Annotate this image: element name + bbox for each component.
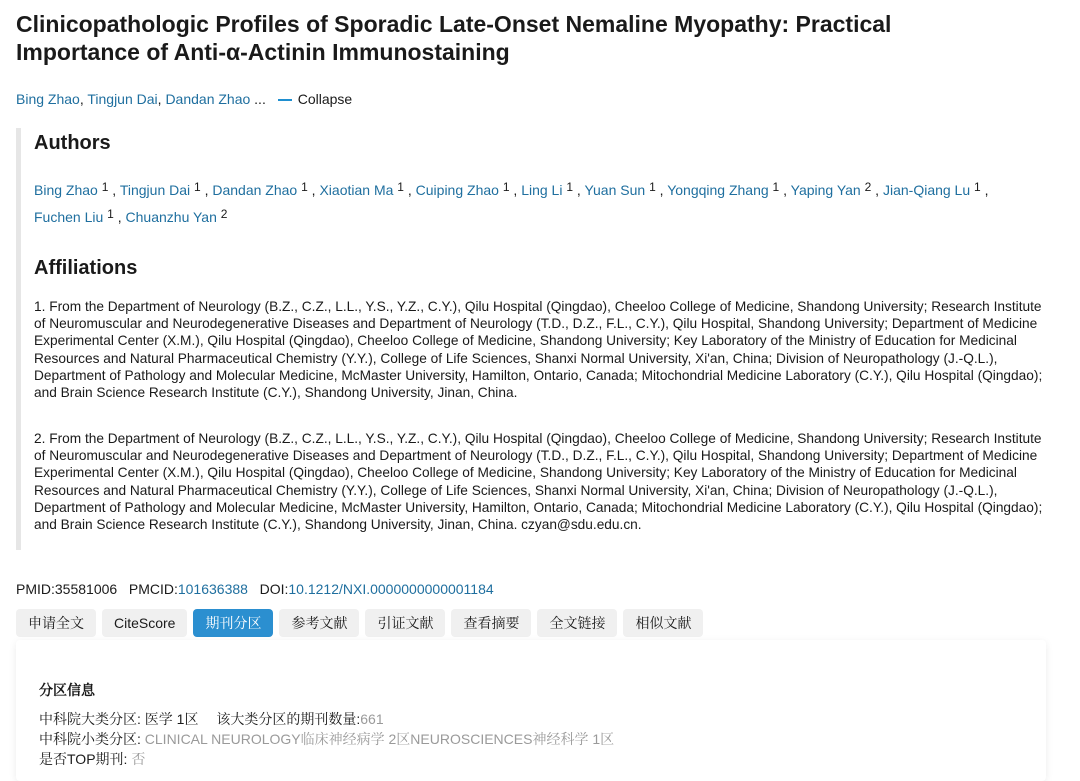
tab-1[interactable]: CiteScore bbox=[102, 609, 187, 637]
major-partition-line bbox=[39, 709, 614, 729]
pmcid-label: PMCID: bbox=[128, 581, 178, 597]
pmid-value: 35581006 bbox=[54, 581, 118, 597]
tab-0[interactable]: 申请全文 bbox=[16, 609, 96, 637]
author-link[interactable]: Yongqing Zhang bbox=[667, 182, 769, 198]
affiliation-marker: 2 bbox=[864, 180, 872, 194]
tab-bar bbox=[16, 609, 703, 637]
partition-info-card bbox=[16, 640, 1046, 781]
affiliation-marker: 1 bbox=[301, 180, 308, 194]
author-details-panel bbox=[16, 128, 1061, 550]
count-value: 661 bbox=[360, 711, 384, 727]
author-link[interactable]: Cuiping Zhao bbox=[415, 182, 499, 198]
author-link[interactable]: Fuchen Liu bbox=[34, 209, 104, 225]
article-title: Clinicopathologic Profiles of Sporadic Late-Onset Nemaline Myopathy: Practical Importance of Anti-α-Actinin Immunostaining bbox=[16, 11, 892, 65]
author-link[interactable]: Bing Zhao bbox=[34, 182, 98, 198]
major-label: 中科院大类分区: bbox=[39, 711, 145, 727]
minor-label: 中科院小类分区: bbox=[39, 731, 145, 747]
affiliation-marker: 1 bbox=[101, 180, 109, 194]
minor-partition-line bbox=[39, 729, 614, 749]
affiliation-marker: 1 bbox=[397, 180, 404, 194]
major-value: 医学 1区 bbox=[144, 711, 199, 727]
affiliation-marker: 1 bbox=[974, 180, 981, 194]
author-link[interactable]: Yuan Sun bbox=[584, 182, 646, 198]
author-link[interactable]: Xiaotian Ma bbox=[319, 182, 394, 198]
author-link[interactable]: Tingjun Dai bbox=[119, 182, 191, 198]
affiliation-marker: 1 bbox=[772, 180, 780, 194]
tab-2[interactable]: 期刊分区 bbox=[193, 609, 273, 637]
ellipsis: ... bbox=[254, 91, 266, 107]
doi-label: DOI: bbox=[259, 581, 289, 597]
top-value: 否 bbox=[131, 751, 146, 767]
author-link[interactable]: Dandan Zhao bbox=[212, 182, 298, 198]
affiliation-marker: 1 bbox=[194, 180, 201, 194]
count-label: 该大类分区的期刊数量: bbox=[216, 711, 361, 727]
tab-4[interactable]: 引证文献 bbox=[365, 609, 445, 637]
pmcid-link[interactable]: 101636388 bbox=[177, 581, 248, 597]
tab-3[interactable]: 参考文献 bbox=[279, 609, 359, 637]
pmid-label: PMID: bbox=[16, 581, 55, 597]
author-link[interactable]: Chuanzhu Yan bbox=[125, 209, 217, 225]
partition-title: 分区信息 bbox=[39, 682, 95, 698]
doi-link[interactable]: 10.1212/NXI.0000000000001184 bbox=[288, 581, 494, 597]
affiliation-item: 2. From the Department of Neurology (B.Z., C.Z., L.L., Y.S., Y.Z., C.Y.), Qilu Hospital (Qingdao), Cheeloo College of Medicine, Shandong University; Research Institute of Neuromuscular and Neurodegenerative Diseases and Department of Neurology (T.D., D.Z., F.L., C.Y.), Qilu Hospital, Shandong University; Department of Medicine Experimental Center (X.M.), Qilu Hospital (Qingdao), Cheeloo College of Medicine, Shandong University; Key Laboratory of the Ministry of Education for Medicinal Resources and Natural Pharmaceutical Chemistry (Y.Y.), College of Life Sciences, Shanxi Normal University, Xi'an, China; Division of Neuropathology (J.-Q.L.), Department of Pathology and Molecular Medicine, McMaster University, Hamilton, Ontario, Canada; Mitochondrial Medicine Laboratory (C.Y.), Qilu Hospital (Qingdao); and Brain Science Research Institute (C.Y.), Shandong University, Jinan, China. czyan@sdu.edu.cn. bbox=[34, 431, 1043, 533]
authors-short-list: Bing Zhao, Tingjun Dai, Dandan Zhao ... Collapse bbox=[16, 91, 353, 107]
affiliations-heading: Affiliations bbox=[34, 257, 138, 279]
top-label: 是否TOP期刊: bbox=[39, 751, 132, 767]
collapse-dash-icon[interactable] bbox=[278, 99, 292, 101]
minor-value: CLINICAL NEUROLOGY临床神经病学 2区NEUROSCIENCES神经科学 1区 bbox=[144, 731, 615, 747]
tab-5[interactable]: 查看摘要 bbox=[451, 609, 531, 637]
affiliation-marker: 1 bbox=[649, 180, 656, 194]
tab-7[interactable]: 相似文献 bbox=[623, 609, 703, 637]
tab-6[interactable]: 全文链接 bbox=[537, 609, 617, 637]
author-link[interactable]: Dandan Zhao bbox=[165, 91, 251, 107]
affiliation-marker: 1 bbox=[502, 180, 510, 194]
affiliation-item: 1. From the Department of Neurology (B.Z., C.Z., L.L., Y.S., Y.Z., C.Y.), Qilu Hospital (Qingdao), Cheeloo College of Medicine, Shandong University; Research Institute of Neuromuscular and Neurodegenerative Diseases and Department of Neurology (T.D., D.Z., F.L., C.Y.), Qilu Hospital, Shandong University; Department of Medicine Experimental Center (X.M.), Qilu Hospital (Qingdao), Cheeloo College of Medicine, Shandong University; Key Laboratory of the Ministry of Education for Medicinal Resources and Natural Pharmaceutical Chemistry (Y.Y.), College of Life Sciences, Shanxi Normal University, Xi'an, China; Division of Neuropathology (J.-Q.L.), Department of Pathology and Molecular Medicine, McMaster University, Hamilton, Ontario, Canada; Mitochondrial Medicine Laboratory (C.Y.), Qilu Hospital (Qingdao); and Brain Science Research Institute (C.Y.), Shandong University, Jinan, China. bbox=[34, 299, 1043, 401]
collapse-toggle[interactable]: Collapse bbox=[297, 91, 353, 107]
affiliation-marker: 1 bbox=[566, 180, 574, 194]
affiliation-marker: 1 bbox=[107, 207, 114, 221]
author-link[interactable]: Tingjun Dai bbox=[87, 91, 158, 107]
author-link[interactable]: Ling Li bbox=[521, 182, 563, 198]
affiliation-marker: 2 bbox=[220, 207, 228, 221]
authors-heading: Authors bbox=[34, 132, 111, 154]
article-identifiers bbox=[16, 580, 494, 598]
author-link[interactable]: Bing Zhao bbox=[16, 91, 80, 107]
top-journal-line bbox=[39, 749, 614, 769]
authors-full-list: Bing Zhao $^1$ , Tingjun Dai $^1$ , Dandan Zhao $^1$ , Xiaotian Ma $^1$ , Cuiping Zhao $^1$ , Ling Li $^1$ , Yuan Sun $^1$ , Yongqing Zhang $^1$ , Yaping Yan $^2$ , Jian-Qiang Lu $^1$ , Fuchen Liu $^1$ , Chuanzhu Yan $^2$ bbox=[34, 180, 989, 225]
author-link[interactable]: Jian-Qiang Lu bbox=[882, 182, 971, 198]
author-link[interactable]: Yaping Yan bbox=[790, 182, 861, 198]
